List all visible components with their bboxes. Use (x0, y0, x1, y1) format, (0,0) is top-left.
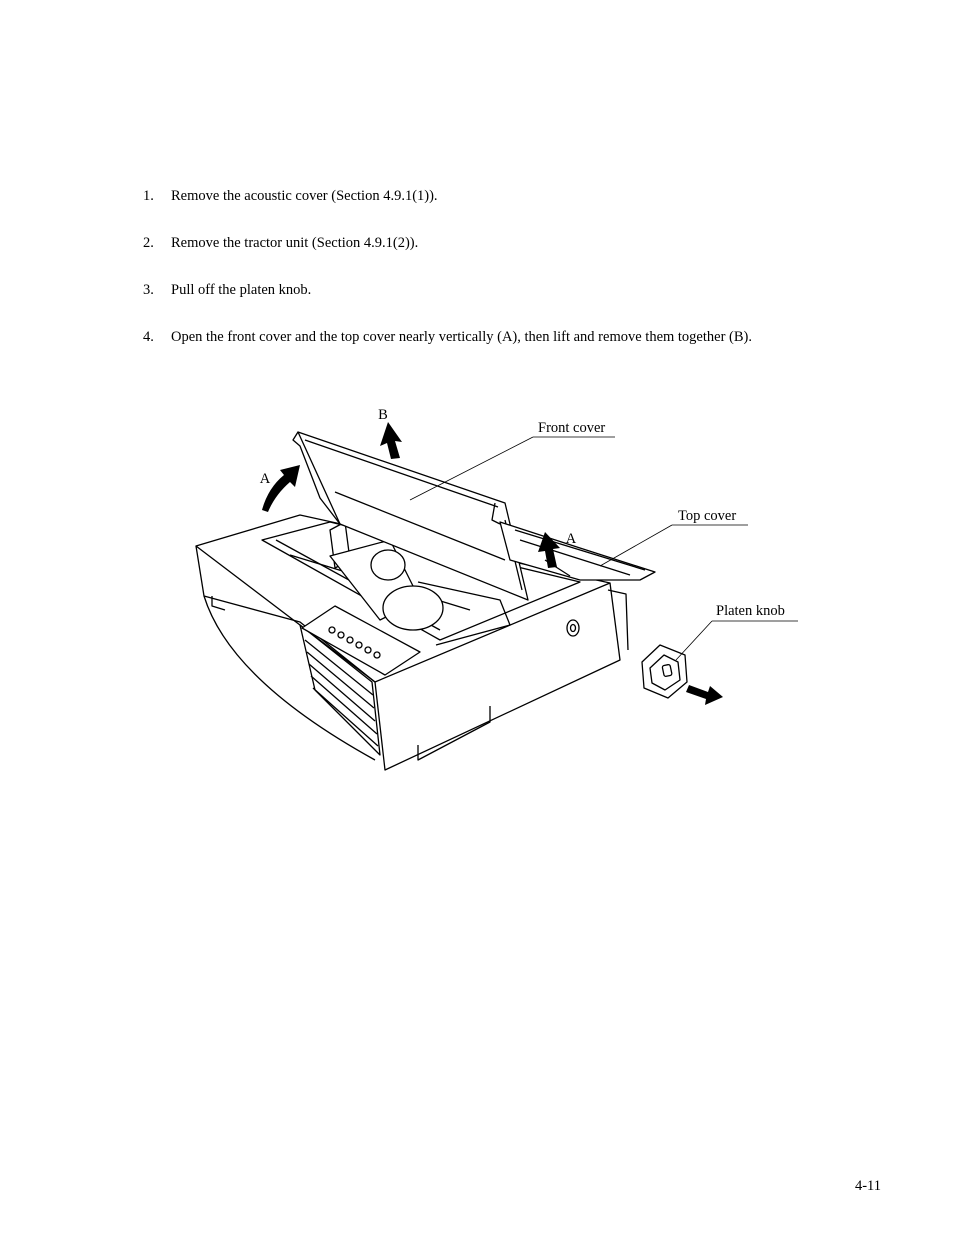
label-front-cover: Front cover (538, 420, 606, 436)
step-number: 4. (143, 329, 154, 345)
step-number: 2. (143, 235, 154, 251)
printer-disassembly-illustration (190, 400, 810, 790)
arrow-b-icon (380, 422, 402, 459)
step-number: 1. (143, 188, 154, 204)
step-1 (143, 186, 903, 233)
step-3 (143, 280, 903, 327)
leader-line-top-cover (600, 525, 748, 566)
label-top-cover: Top cover (678, 508, 737, 524)
label-b: B (378, 407, 388, 423)
step-text: Remove the acoustic cover (Section 4.9.1(1)). (171, 188, 438, 204)
arrow-pull-knob-icon (686, 685, 723, 705)
page-number: 4-11 (854, 1178, 881, 1194)
label-platen-knob: Platen knob (716, 603, 785, 619)
instruction-steps (143, 186, 903, 374)
step-text: Pull off the platen knob. (171, 282, 312, 298)
platen-shaft (567, 620, 579, 636)
step-number: 3. (143, 282, 154, 298)
step-4 (143, 327, 903, 374)
leader-line-platen-knob (676, 621, 798, 660)
step-2 (143, 233, 903, 280)
step-text: Open the front cover and the top cover nearly vertically (A), then lift and remove them together (B). (171, 329, 752, 345)
platen-knob-part (642, 645, 687, 698)
label-a-right: A (565, 531, 577, 547)
step-text: Remove the tractor unit (Section 4.9.1(2)). (171, 235, 419, 251)
label-a-left: A (259, 471, 271, 487)
